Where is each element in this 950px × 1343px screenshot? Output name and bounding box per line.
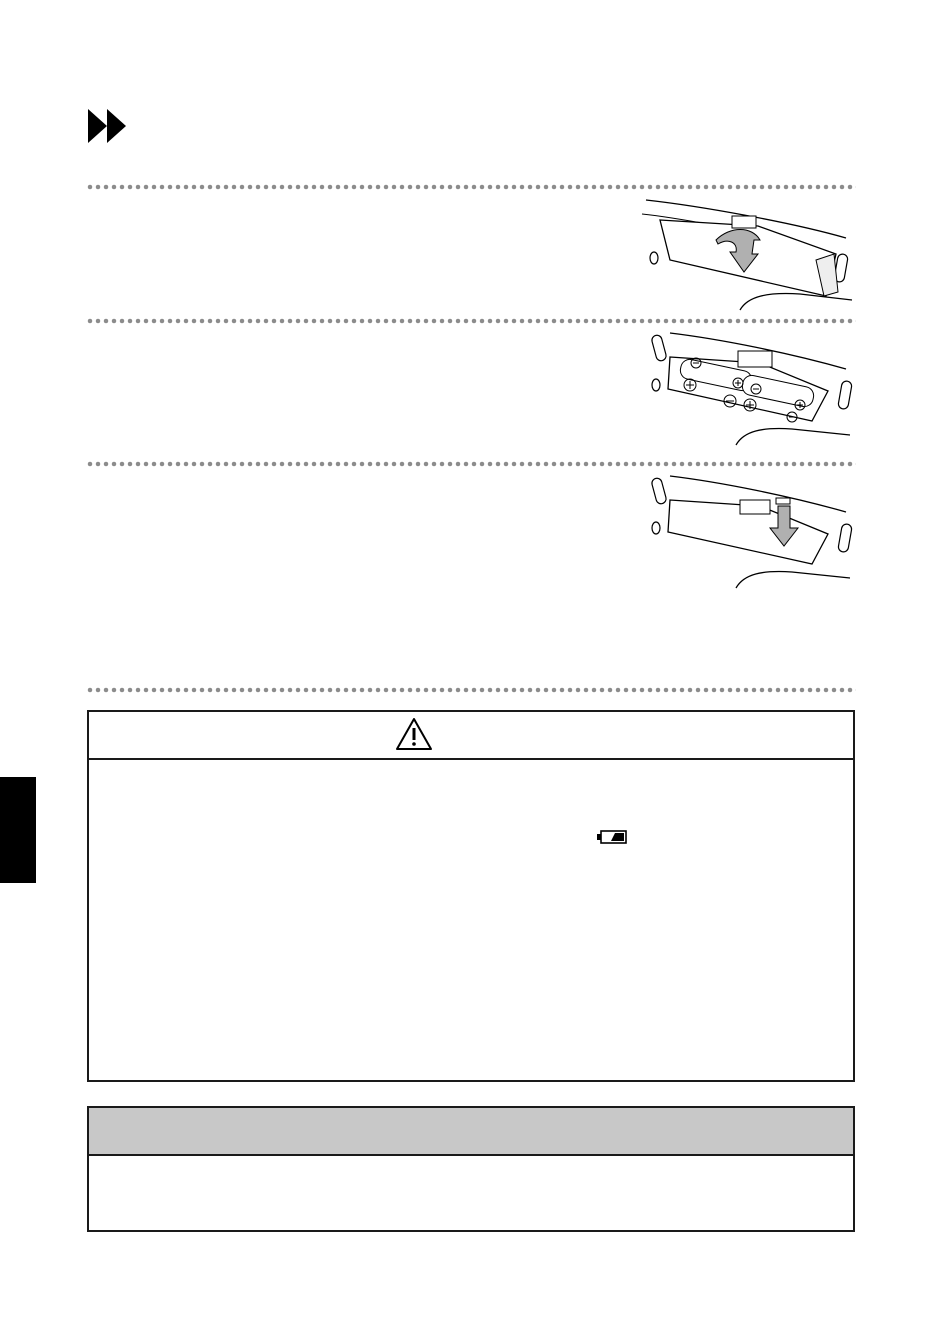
- insert-batteries-illustration: [640, 329, 855, 447]
- caution-box: [87, 710, 855, 1082]
- note-header: [89, 1108, 853, 1156]
- warning-triangle-icon: [395, 717, 433, 751]
- open-battery-cover-illustration: [640, 196, 855, 312]
- note-box: [87, 1106, 855, 1232]
- section-divider: [86, 184, 856, 190]
- close-battery-cover-illustration: [640, 472, 855, 590]
- section-divider: [86, 461, 856, 467]
- section-divider: [86, 687, 856, 693]
- side-tab: [0, 777, 36, 883]
- caution-header: [89, 712, 853, 760]
- fast-forward-icon: [88, 109, 128, 143]
- low-battery-icon: [596, 829, 628, 845]
- section-divider: [86, 318, 856, 324]
